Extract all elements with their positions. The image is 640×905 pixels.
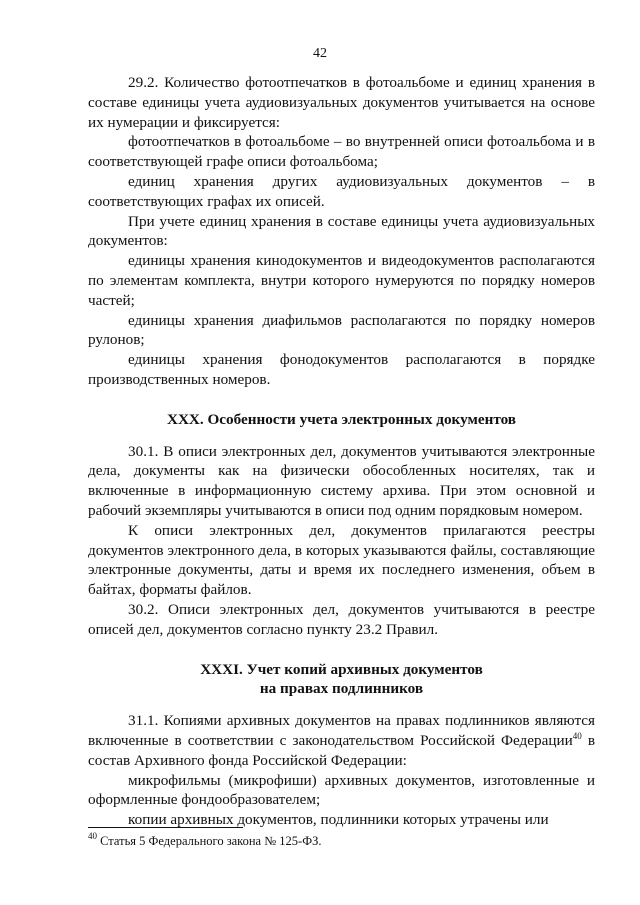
paragraph-registers: К описи электронных дел, документов прилагаются реестры документов электронного дела, в которых указываются файлы, составляющие электронные документы, даты и время их последнего изменения, объем в байтах, форматы файлов. xyxy=(88,521,595,599)
paragraph-30-1: 30.1. В описи электронных дел, документов учитываются электронные дела, документы как на физически обособленных носителях, так и включенные в информационную систему архива. При этом основной и рабочий экземпляры учитываются в описи под одним порядковым номером. xyxy=(88,442,595,519)
section-heading-xxxi xyxy=(88,660,595,700)
paragraph-31-1-text: 31.1. Копиями архивных документов на правах подлинников являются включенные в соответствии с законодательством Российской Федерации xyxy=(88,712,595,749)
section-heading-xxx: XXX. Особенности учета электронных документов xyxy=(166,410,516,428)
paragraph-film-video: единицы хранения кинодокументов и видеодокументов располагаются по элементам комплекта, внутри которого нумеруются по порядку номеров частей; xyxy=(88,252,595,309)
footnote-text: Статья 5 Федерального закона № 125-ФЗ. xyxy=(97,834,322,848)
paragraph-copies-lost: копии архивных документов, подлинники которых утрачены или xyxy=(128,811,549,829)
paragraph-31-1 xyxy=(88,711,595,770)
paragraph-accounting-units: При учете единиц хранения в составе единицы учета аудиовизуальных документов: xyxy=(88,212,595,250)
paragraph-photo-prints: фотоотпечатков в фотоальбоме – во внутренней описи фотоальбома и в соответствующей графе описи фотоальбома; xyxy=(88,133,595,171)
paragraph-microfilms: микрофильмы (микрофиши) архивных документов, изготовленные и оформленные фондообразователем; xyxy=(88,771,595,809)
footnote-divider xyxy=(88,827,243,828)
paragraph-31-1-text-after: в состав Архивного фонда Российской Федерации: xyxy=(88,731,595,769)
footnote xyxy=(88,833,595,849)
paragraph-30-2: 30.2. Описи электронных дел, документов учитываются в реестре описей дел, документов согласно пункту 23.2 Правил. xyxy=(88,600,595,638)
page-body xyxy=(88,73,595,830)
paragraph-storage-units: единиц хранения других аудиовизуальных документов – в соответствующих графах их описей. xyxy=(88,172,595,210)
paragraph-filmstrips: единицы хранения диафильмов располагаются по порядку номеров рулонов; xyxy=(88,311,595,349)
footnote-mark: 40 xyxy=(88,831,97,841)
paragraph-29-2: 29.2. Количество фотоотпечатков в фотоальбоме и единиц хранения в составе единицы учета аудиовизуальных документов учитывается на основе их нумерации и фиксируется: xyxy=(88,74,595,131)
page-number: 42 xyxy=(313,46,327,61)
section-heading-xxxi-line1: XXXI. Учет копий архивных документов xyxy=(200,660,483,678)
paragraph-phono: единицы хранения фонодокументов располагаются в порядке производственных номеров. xyxy=(88,351,595,388)
section-heading-xxxi-line2: на правах подлинников xyxy=(259,680,424,698)
footnote-reference: 40 xyxy=(572,730,582,741)
